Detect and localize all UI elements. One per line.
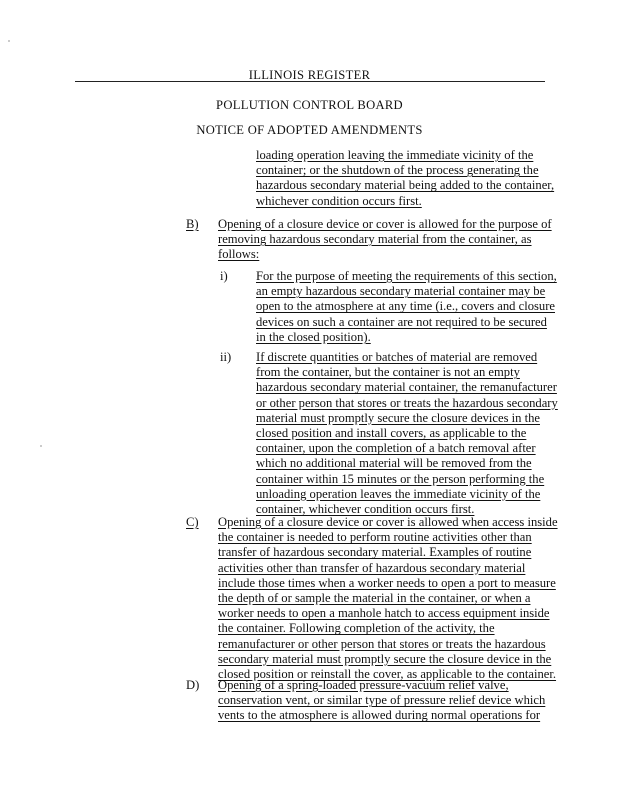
section-c-label: C) bbox=[186, 515, 199, 529]
text-line: the container is needed to perform routine activities other than bbox=[218, 530, 532, 545]
text-line: hazardous secondary material container, the remanufacturer bbox=[256, 380, 557, 395]
text-line: whichever condition occurs first. bbox=[256, 193, 422, 208]
text-line: open to the atmosphere at any time (i.e., covers and closure bbox=[256, 299, 555, 314]
text-line: container, whichever condition occurs first. bbox=[256, 502, 475, 517]
text-line: unloading operation leaves the immediate vicinity of the bbox=[256, 486, 541, 501]
continuation-paragraph bbox=[256, 148, 554, 209]
text-line: Opening of a closure device or cover is allowed when access inside bbox=[218, 515, 558, 529]
text-line: the depth of or sample the material in the container, or when a bbox=[218, 591, 531, 606]
text-line: from the container, but the container is not an empty bbox=[256, 365, 520, 380]
text-line: hazardous secondary material being added to the container, bbox=[256, 178, 555, 193]
item-i-label: i) bbox=[220, 269, 228, 283]
register-title-text: ILLINOIS REGISTER bbox=[248, 68, 371, 82]
text-line: remanufacturer or other person that stores or treats the hazardous bbox=[218, 636, 546, 651]
text-line: For the purpose of meeting the requirements of this section, bbox=[256, 269, 557, 283]
text-line: in the closed position). bbox=[256, 329, 371, 344]
text-line: container within 15 minutes or the person performing the bbox=[256, 471, 545, 486]
text-line: secondary material must promptly secure the closure device in the bbox=[218, 651, 552, 666]
text-line: vents to the atmosphere is allowed during normal operations for bbox=[218, 708, 541, 723]
text-line: include those times when a worker needs to open a port to measure bbox=[218, 575, 556, 590]
section-d-paragraph bbox=[218, 678, 545, 724]
item-ii-label: ii) bbox=[220, 350, 232, 364]
text-line: transfer of hazardous secondary material. Examples of routine bbox=[218, 545, 532, 560]
text-line: Opening of a spring-loaded pressure-vacuum relief valve, bbox=[218, 678, 509, 692]
text-line: follows: bbox=[218, 247, 260, 262]
text-line: or other person that stores or treats the hazardous secondary bbox=[256, 395, 558, 410]
text-line: closed position or reinstall the cover, as applicable to the container. bbox=[218, 667, 557, 682]
section-b-label: B) bbox=[186, 217, 199, 231]
item-ii-paragraph bbox=[256, 350, 558, 517]
text-line: If discrete quantities or batches of material are removed bbox=[256, 350, 538, 364]
text-line: an empty hazardous secondary material container may be bbox=[256, 284, 546, 299]
section-b-paragraph bbox=[218, 217, 552, 263]
scan-speck bbox=[8, 40, 10, 42]
text-line: container, upon the completion of a batch removal after bbox=[256, 441, 536, 456]
text-line: conservation vent, or similar type of pressure relief device which bbox=[218, 693, 546, 708]
text-line: loading operation leaving the immediate vicinity of the bbox=[256, 148, 534, 162]
scan-speck bbox=[40, 445, 42, 447]
text-line: devices on such a container are not required to be secured bbox=[256, 314, 547, 329]
text-line: container; or the shutdown of the process generating the bbox=[256, 163, 539, 178]
section-c-paragraph bbox=[218, 515, 558, 682]
board-title: POLLUTION CONTROL BOARD bbox=[216, 98, 403, 112]
header-rule bbox=[75, 81, 545, 82]
section-d-label: D) bbox=[186, 678, 200, 692]
text-line: Opening of a closure device or cover is allowed for the purpose of bbox=[218, 217, 552, 231]
text-line: removing hazardous secondary material from the container, as bbox=[218, 232, 532, 247]
text-line: activities other than transfer of hazardous secondary material bbox=[218, 560, 526, 575]
text-line: the container. Following completion of the activity, the bbox=[218, 621, 495, 636]
text-line: which no additional material will be removed from the bbox=[256, 456, 532, 471]
text-line: worker needs to open a manhole hatch to access equipment inside bbox=[218, 606, 550, 621]
text-line: closed position and install covers, as applicable to the bbox=[256, 426, 527, 441]
notice-title: NOTICE OF ADOPTED AMENDMENTS bbox=[196, 123, 423, 137]
item-i-paragraph bbox=[256, 269, 557, 345]
text-line: material must promptly secure the closure devices in the bbox=[256, 410, 540, 425]
